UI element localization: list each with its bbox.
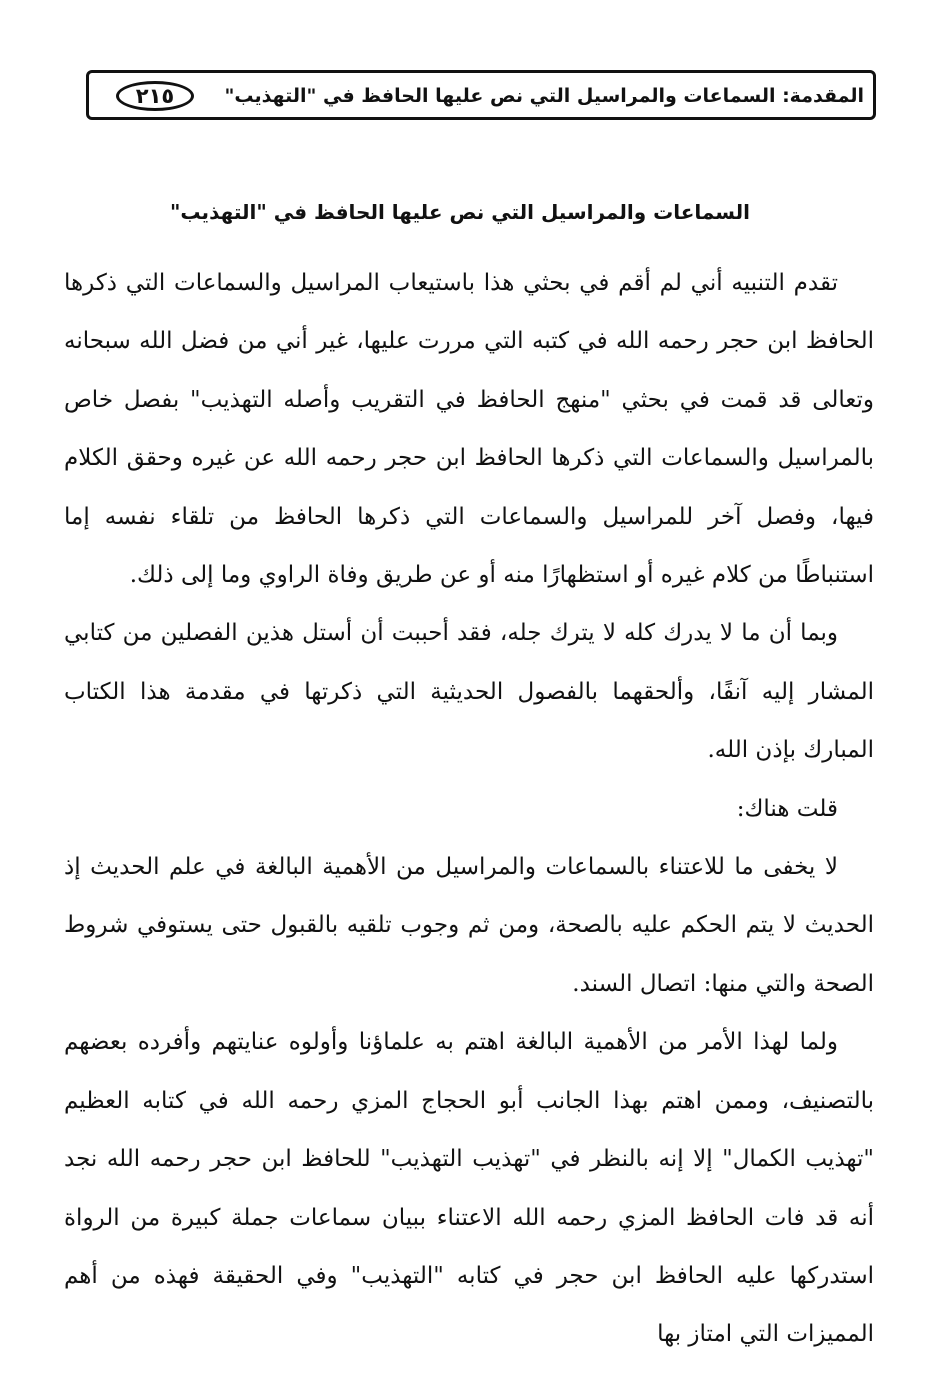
- paragraph-1: تقدم التنبيه أني لم أقم في بحثي هذا باستيعاب المراسيل والسماعات التي ذكرها الحافظ ابن حجر رحمه الله في كتبه التي مررت عليها، غير أني من فضل الله سبحانه وتعالى قد قمت في بحثي "منهج الحافظ في التقريب وأصله التهذيب" بفصل خاص بالمراسيل والسماعات التي ذكرها الحافظ ابن حجر رحمه الله عن غيره وحقق الكلام فيها، وفصل آخر للمراسيل والسماعات التي ذكرها الحافظ من تلقاء نفسه إما استنباطًا من كلام غيره أو استظهارًا منه أو عن طريق وفاة الراوي وما إلى ذلك.: [64, 270, 874, 589]
- running-header: [86, 76, 876, 116]
- running-head-title: المقدمة: السماعات والمراسيل التي نص عليها الحافظ في "التهذيب": [224, 85, 864, 107]
- paragraph-2: وبما أن ما لا يدرك كله لا يترك جله، فقد أحببت أن أستل هذين الفصلين من كتابي المشار إليه آنفًا، وألحقهما بالفصول الحديثية التي ذكرتها في مقدمة هذا الكتاب المبارك بإذن الله.: [64, 620, 874, 764]
- paragraph-4: لا يخفى ما للاعتناء بالسماعات والمراسيل من الأهمية البالغة في علم الحديث إذ الحديث لا يتم الحكم عليه بالصحة، ومن ثم وجوب تلقيه بالقبول حتى يستوفي شروط الصحة والتي منها: اتصال السند.: [64, 854, 874, 997]
- section-title: السماعات والمراسيل التي نص عليها الحافظ في "التهذيب": [169, 200, 750, 224]
- page-number: ٢١٥: [116, 81, 194, 111]
- paragraph-5: ولما لهذا الأمر من الأهمية البالغة اهتم به علماؤنا وأولوه عنايتهم وأفرده بعضهم بالتصنيف، وممن اهتم بهذا الجانب أبو الحجاج المزي رحمه الله في كتابه العظيم "تهذيب الكمال" إلا إنه بالنظر في "تهذيب التهذيب" للحافظ ابن حجر رحمه الله نجد أنه قد فات الحافظ المزي رحمه الله الاعتناء ببيان سماعات جملة كبيرة من الرواة استدركها عليه الحافظ ابن حجر في كتابه "التهذيب" وفي الحقيقة فهذه من أهم المميزات التي امتاز بها: [64, 1029, 874, 1348]
- paragraph-3: قلت هناك:: [736, 795, 838, 822]
- body-text: [64, 254, 874, 1364]
